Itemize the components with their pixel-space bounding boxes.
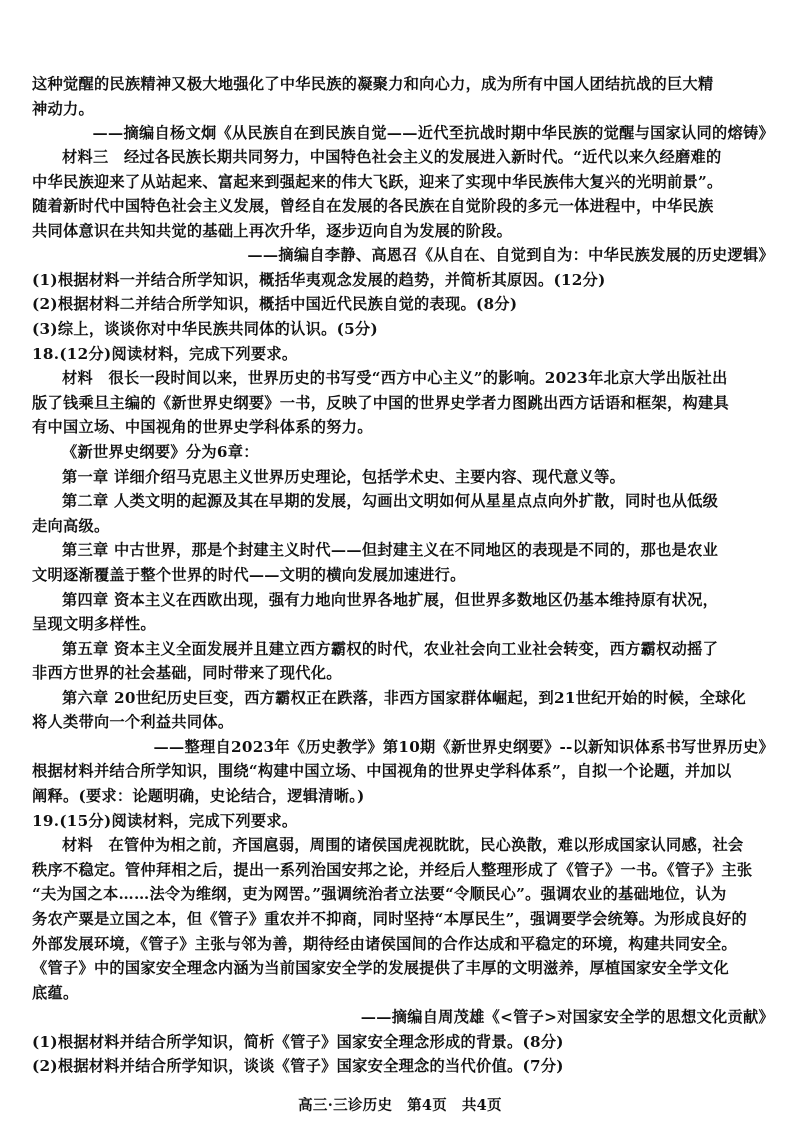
source-citation: ——摘编自周茂雄《<管子>对国家安全学的思想文化贡献》 bbox=[360, 1008, 774, 1026]
question-19-2: (2)根据材料并结合所学知识，谈谈《管子》国家安全理念的当代价值。(7分) bbox=[32, 1057, 564, 1075]
text-line: 秩序不稳定。管仲拜相之后，提出一系列治国安邦之论，并经后人整理形成了《管子》一书。《管子》主张 bbox=[32, 861, 753, 879]
text-line: 务农产粟是立国之本，但《管子》重农并不抑商，同时坚持“本厚民生”，强调要学会统筹。为形成良好的 bbox=[32, 910, 748, 928]
question-18-heading: 18.(12分)阅读材料，完成下列要求。 bbox=[32, 345, 298, 363]
material-three-line: 材料三 经过各民族长期共同努力，中国特色社会主义的发展进入新时代。“近代以来久经磨难的 bbox=[62, 148, 722, 166]
material-line: 材料 很长一段时间以来，世界历史的书写受“西方中心主义”的影响。2023年北京大学出版社出 bbox=[62, 369, 728, 387]
chapter-one: 第一章 详细介绍马克思主义世界历史理论，包括学术史、主要内容、现代意义等。 bbox=[62, 468, 626, 486]
question-19-heading: 19.(15分)阅读材料，完成下列要求。 bbox=[32, 812, 298, 830]
source-citation: ——摘编自李静、高恩召《从自在、自觉到自为：中华民族发展的历史逻辑》 bbox=[247, 246, 774, 264]
chapter-two: 第二章 人类文明的起源及其在早期的发展，勾画出文明如何从星星点点向外扩散，同时也从低级 bbox=[62, 492, 719, 510]
text-line: 随着新时代中国特色社会主义发展，曾经自在发展的各民族在自觉阶段的多元一体进程中，中华民族 bbox=[32, 197, 714, 215]
text-line: “夫为国之本……法令为维纲，吏为网罟。”强调统治者立法要“令顺民心”。强调农业的基础地位，认为 bbox=[32, 885, 727, 903]
question-17-2: (2)根据材料二并结合所学知识，概括中国近代民族自觉的表现。(8分) bbox=[32, 295, 518, 313]
chapter-three: 第三章 中古世界，那是个封建主义时代——但封建主义在不同地区的表现是不同的，那也是农业 bbox=[62, 541, 719, 559]
text-line: 中华民族迎来了从站起来、富起来到强起来的伟大飞跃，迎来了实现中华民族伟大复兴的光明前景”。 bbox=[32, 173, 723, 191]
text-line: 共同体意识在共知共觉的基础上再次升华，逐步迈向自为发展的阶段。 bbox=[32, 222, 513, 240]
chapter-five: 第五章 资本主义全面发展并且建立西方霸权的时代，农业社会向工业社会转变，西方霸权动摇了 bbox=[62, 640, 719, 658]
source-citation: ——整理自2023年《历史教学》第10期《新世界史纲要》--以新知识体系书写世界历史》 bbox=[153, 738, 774, 756]
question-17-1: (1)根据材料一并结合所学知识，概括华夷观念发展的趋势，并简析其原因。(12分) bbox=[32, 271, 606, 289]
chapter-six: 第六章 20世纪历史巨变，西方霸权正在跌落，非西方国家群体崛起，到21世纪开始的时候，全球化 bbox=[62, 689, 747, 707]
text-line: 版了钱乘旦主编的《新世界史纲要》一书，反映了中国的世界史学者力图跳出西方话语和框架，构建具 bbox=[32, 394, 729, 412]
text-line: 底蕴。 bbox=[32, 984, 79, 1002]
text-line: 阐释。(要求：论题明确，史论结合，逻辑清晰。) bbox=[32, 787, 365, 805]
text-line: 非西方世界的社会基础，同时带来了现代化。 bbox=[32, 664, 342, 682]
material-line: 材料 在管仲为相之前，齐国扈弱，周围的诸侯国虎视眈眈，民心涣散，难以形成国家认同感，社会 bbox=[62, 836, 744, 854]
text-line: 《管子》中的国家安全理念内涵为当前国家安全学的发展提供了丰厚的文明滋养，厚植国家安全学文化 bbox=[32, 959, 729, 977]
text-line: 《新世界史纲要》分为6章： bbox=[62, 443, 259, 461]
text-line: 文明逐渐覆盖于整个世界的时代——文明的横向发展加速进行。 bbox=[32, 566, 466, 584]
question-17-3: (3)综上，谈谈你对中华民族共同体的认识。(5分) bbox=[32, 320, 378, 338]
text-line: 有中国立场、中国视角的世界史学科体系的努力。 bbox=[32, 418, 373, 436]
text-line: 呈现文明多样性。 bbox=[32, 615, 156, 633]
page-footer: 高三·三诊历史 第4页 共4页 bbox=[298, 1097, 502, 1114]
source-citation: ——摘编自杨文炯《从民族自在到民族自觉——近代至抗战时期中华民族的觉醒与国家认同的熔铸》 bbox=[92, 124, 774, 142]
text-line: 将人类带向一个利益共同体。 bbox=[32, 713, 234, 731]
question-18-prompt: 根据材料并结合所学知识，围绕“构建中国立场、中国视角的世界史学科体系”，自拟一个论题，并加以 bbox=[32, 762, 732, 780]
text-line: 走向高级。 bbox=[32, 517, 110, 535]
text-line: 外部发展环境，《管子》主张与邻为善，期待经由诸侯国间的合作达成和平稳定的环境，构建共同安全。 bbox=[32, 935, 737, 953]
question-19-1: (1)根据材料并结合所学知识，简析《管子》国家安全理念形成的背景。(8分) bbox=[32, 1033, 564, 1051]
chapter-four: 第四章 资本主义在西欧出现，强有力地向世界各地扩展，但世界多数地区仍基本维持原有状况， bbox=[62, 591, 719, 609]
text-line: 这种觉醒的民族精神又极大地强化了中华民族的凝聚力和向心力，成为所有中国人团结抗战的巨大精 bbox=[32, 75, 714, 93]
text-line: 神动力。 bbox=[32, 100, 94, 118]
